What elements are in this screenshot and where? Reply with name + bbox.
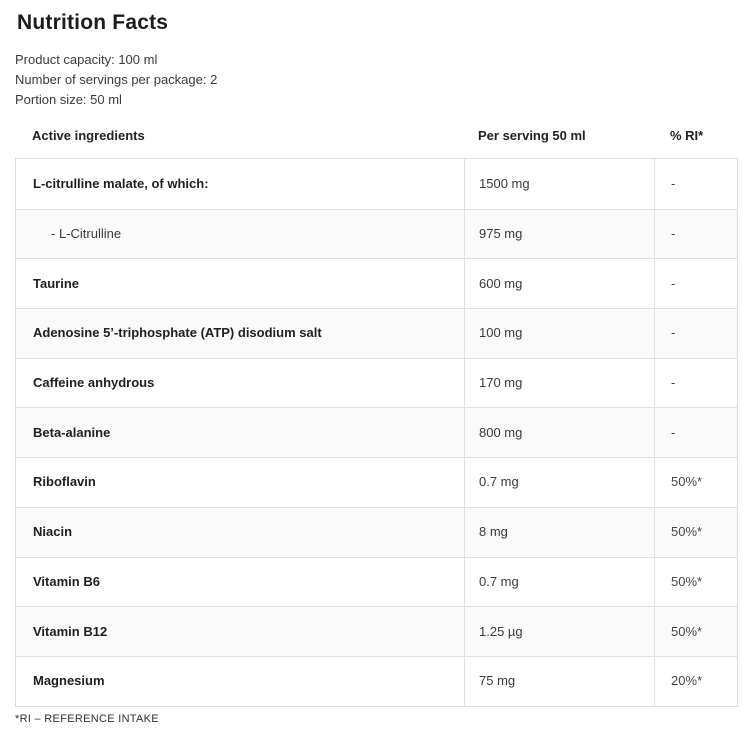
- ri-cell: -: [654, 359, 737, 408]
- table-row: [16, 457, 737, 507]
- ri-cell: -: [654, 210, 737, 259]
- table-row: [16, 159, 737, 209]
- ingredient-cell: L-citrulline malate, of which:: [33, 175, 209, 191]
- table-row: [16, 258, 737, 308]
- ri-cell: 20%*: [654, 657, 737, 706]
- amount-cell: 800 mg: [464, 408, 654, 457]
- ingredient-cell: Riboflavin: [33, 474, 96, 490]
- amount-cell: 0.7 mg: [464, 458, 654, 507]
- ingredient-cell: Vitamin B12: [33, 623, 108, 639]
- amount-cell: 0.7 mg: [464, 558, 654, 607]
- ri-cell: 50%*: [654, 607, 737, 656]
- header-ri-percent: % RI*: [670, 128, 704, 143]
- ingredient-cell: Adenosine 5’-triphosphate (ATP) disodium salt: [33, 325, 322, 341]
- table-row: [16, 656, 737, 706]
- amount-cell: 170 mg: [464, 359, 654, 408]
- ingredient-cell: Caffeine anhydrous: [33, 375, 155, 391]
- amount-cell: 75 mg: [464, 657, 654, 706]
- nutrition-table: [15, 158, 738, 707]
- page-title: Nutrition Facts: [17, 11, 169, 34]
- ingredient-cell: Beta-alanine: [33, 424, 111, 440]
- header-active-ingredients: Active ingredients: [32, 128, 145, 143]
- ingredient-cell: Niacin: [33, 524, 73, 540]
- ri-cell: -: [654, 309, 737, 358]
- table-row: [16, 557, 737, 607]
- ri-cell: 50%*: [654, 458, 737, 507]
- table-row: [16, 507, 737, 557]
- table-row: [16, 308, 737, 358]
- amount-cell: 8 mg: [464, 508, 654, 557]
- table-row: [16, 358, 737, 408]
- product-capacity-line: Product capacity: 100 ml: [15, 52, 158, 67]
- table-row: [16, 209, 737, 259]
- table-header-row: [15, 126, 738, 146]
- header-per-serving: Per serving 50 ml: [478, 128, 586, 143]
- footnote: *RI – REFERENCE INTAKE: [15, 712, 159, 725]
- ingredient-cell: Magnesium: [33, 673, 105, 689]
- product-meta: [15, 50, 738, 110]
- table-row: [16, 606, 737, 656]
- ri-cell: 50%*: [654, 508, 737, 557]
- amount-cell: 100 mg: [464, 309, 654, 358]
- ingredient-cell: Taurine: [33, 275, 79, 291]
- amount-cell: 1.25 µg: [464, 607, 654, 656]
- ingredient-cell: Vitamin B6: [33, 573, 100, 589]
- portion-size-line: Portion size: 50 ml: [15, 92, 122, 107]
- ri-cell: 50%*: [654, 558, 737, 607]
- ri-cell: -: [654, 259, 737, 308]
- servings-per-package-line: Number of servings per package: 2: [15, 72, 218, 87]
- ingredient-cell: - L-Citrulline: [51, 226, 122, 242]
- ri-cell: -: [654, 159, 737, 209]
- ri-cell: -: [654, 408, 737, 457]
- table-row: [16, 407, 737, 457]
- amount-cell: 1500 mg: [464, 159, 654, 209]
- amount-cell: 975 mg: [464, 210, 654, 259]
- amount-cell: 600 mg: [464, 259, 654, 308]
